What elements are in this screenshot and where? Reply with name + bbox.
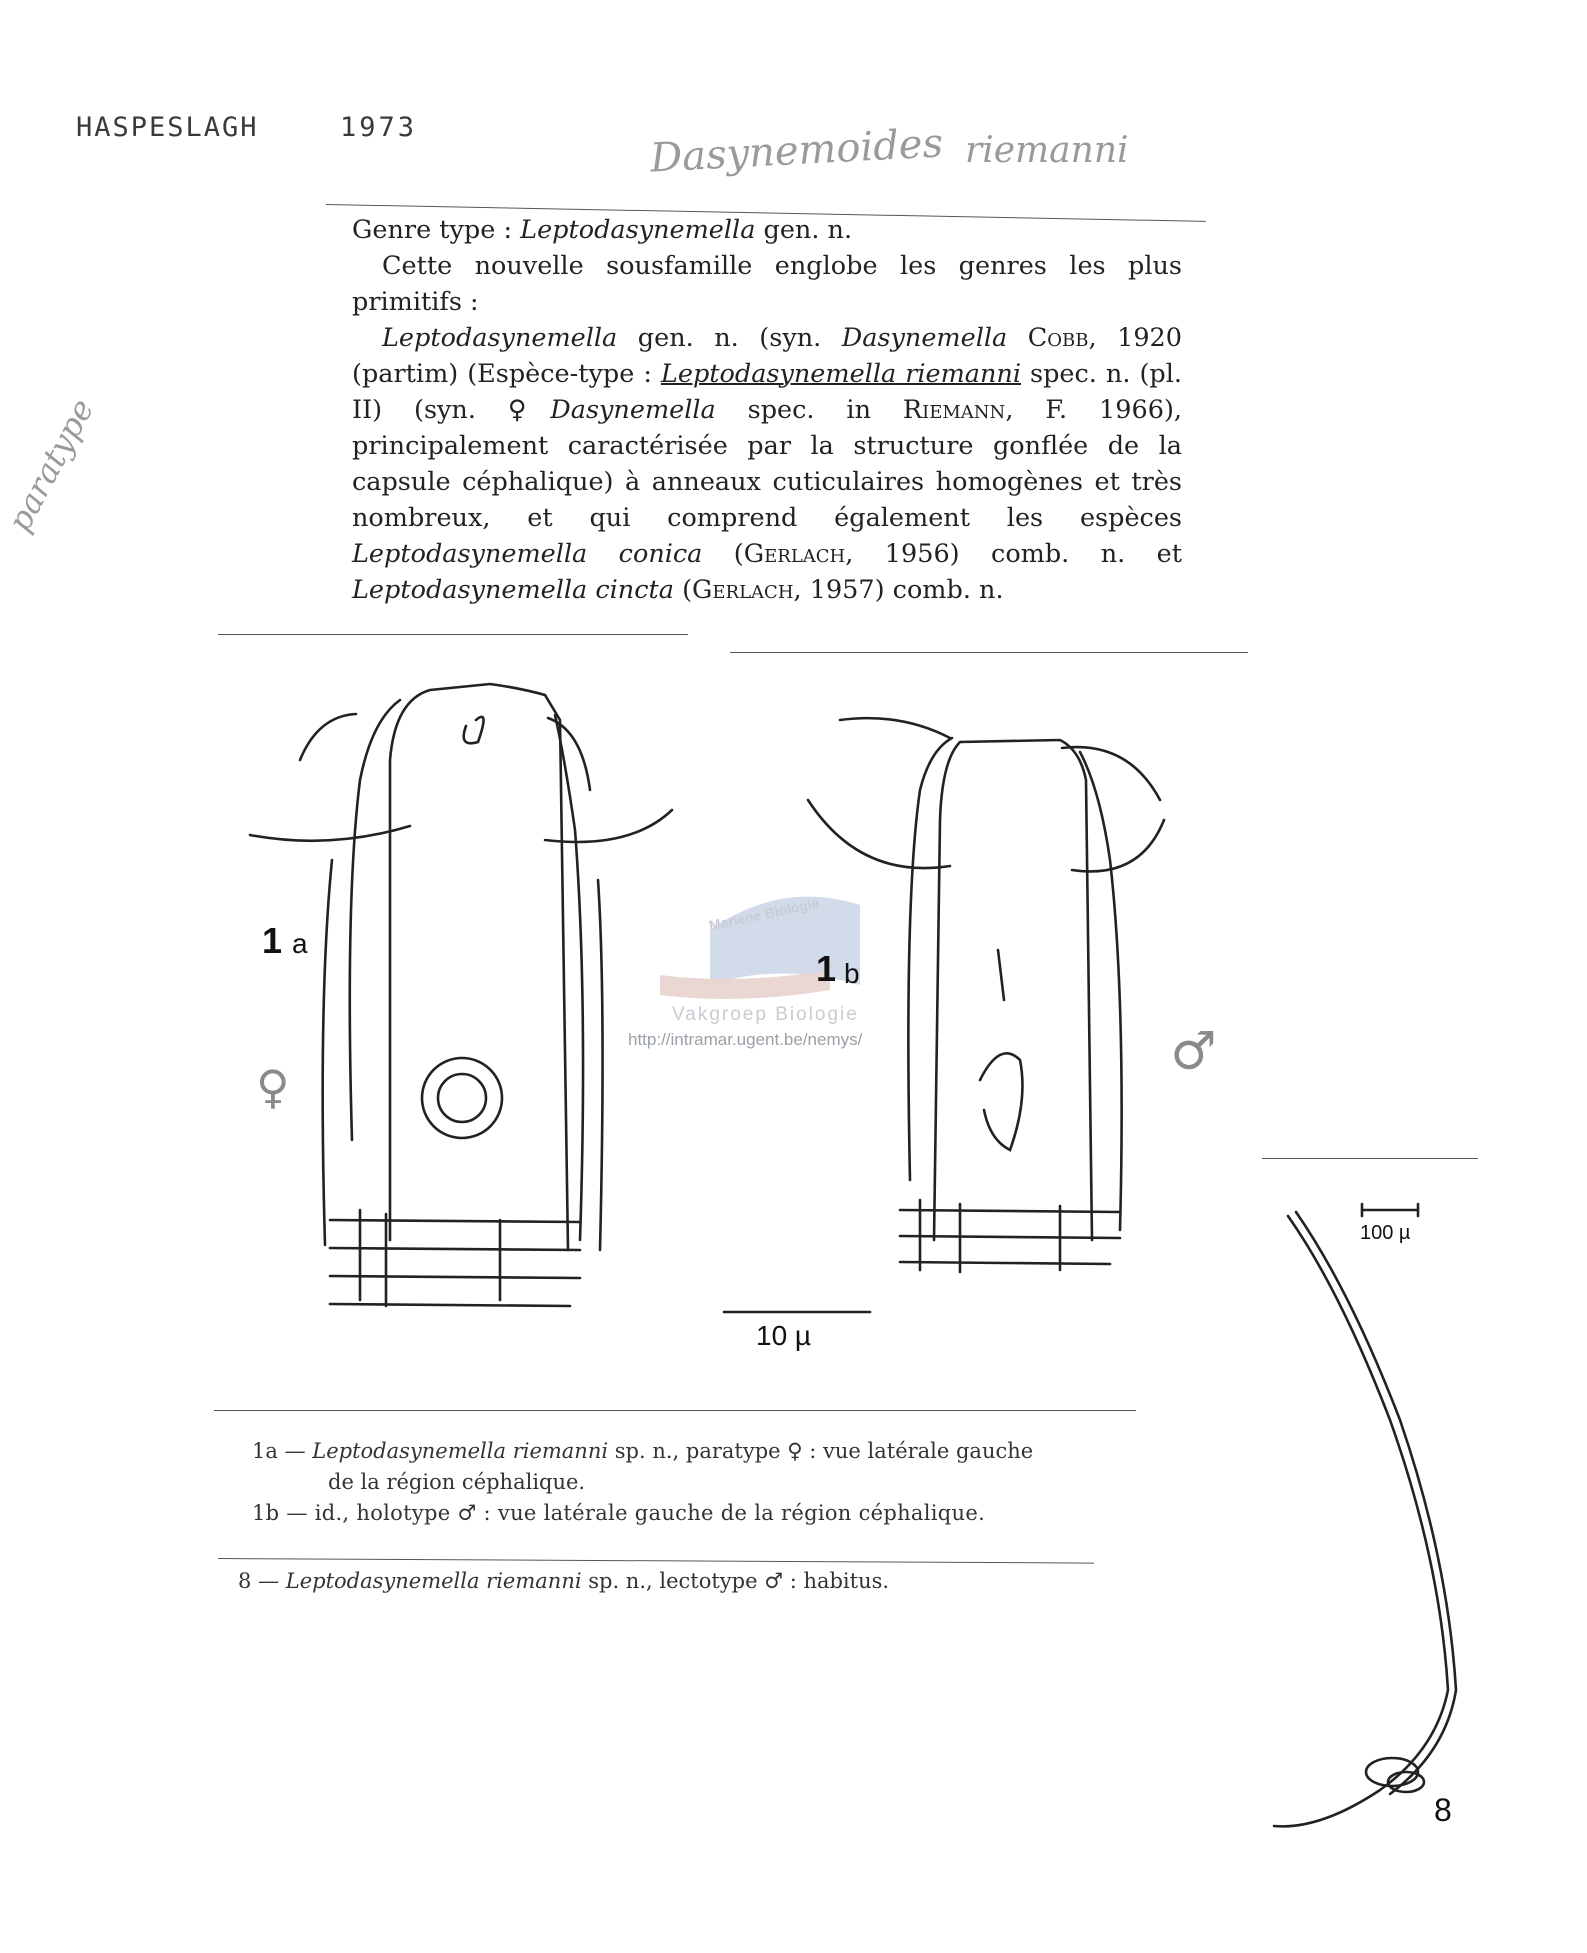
handwritten-margin-note: paratype <box>0 392 102 538</box>
watermark-line1: Mariene Biologie <box>707 894 821 934</box>
header-author: HASPESLAGH <box>76 112 259 143</box>
figure-1b-drawing <box>808 718 1164 1272</box>
handwritten-genus: Dasynemoides <box>648 120 945 182</box>
header-year: 1973 <box>340 112 418 143</box>
watermark-url: http://intramar.ugent.be/nemys/ <box>628 1030 863 1049</box>
figure-1a-drawing <box>250 684 672 1306</box>
scale-label-100: 100 µ <box>1360 1222 1411 1244</box>
paragraph-1: Cette nouvelle sousfamille englobe les genres les plus primitifs : <box>352 251 1182 317</box>
watermark-line2: Vakgroep Biologie <box>672 1004 859 1025</box>
figure-1b-label-letter: b <box>844 958 860 989</box>
figure-8-label: 8 <box>1434 1792 1452 1828</box>
genre-type-line: Genre type : Leptodasynemella gen. n. <box>352 215 853 245</box>
caption-8: 8 — Leptodasynemella riemanni sp. n., lectotype ♂ : habitus. <box>238 1569 890 1593</box>
figure-1b-label-number: 1 <box>816 948 837 989</box>
scale-bar-100 <box>1362 1204 1418 1216</box>
caption-1b: 1b — id., holotype ♂ : vue latérale gauche de la région céphalique. <box>252 1501 986 1525</box>
figure-1a-label-number: 1 <box>262 920 283 961</box>
handwritten-species: riemanni <box>965 130 1129 171</box>
figure-8-drawing <box>1274 1212 1456 1826</box>
caption-1a: 1a — Leptodasynemella riemanni sp. n., paratype ♀ : vue latérale gauche <box>252 1439 1034 1463</box>
caption-1a-line2: de la région céphalique. <box>328 1470 586 1494</box>
paragraph-2: Leptodasynemella gen. n. (syn. Dasynemella Cobb, 1920 (partim) (Espèce-type : Leptodasynemella riemanni spec. n. (pl. II) (syn. ♀Dasynemella spec. in Riemann, F. 1966), principalement caractérisée par la structure gonflée de la capsule céphalique) à anneaux cuticulaires homogènes et très nombreux, et qui comprend également les espèces Leptodasynemella conica (Gerlach, 1956) comb. n. et Leptodasynemella cincta (Gerlach, 1957) comb. n. <box>352 323 1182 605</box>
handwritten-female-symbol: ♀ <box>256 1060 290 1114</box>
scale-label-10: 10 µ <box>756 1320 812 1351</box>
figure-1a-label-letter: a <box>292 928 308 959</box>
handwritten-male-symbol: ♂ <box>1170 1022 1217 1082</box>
